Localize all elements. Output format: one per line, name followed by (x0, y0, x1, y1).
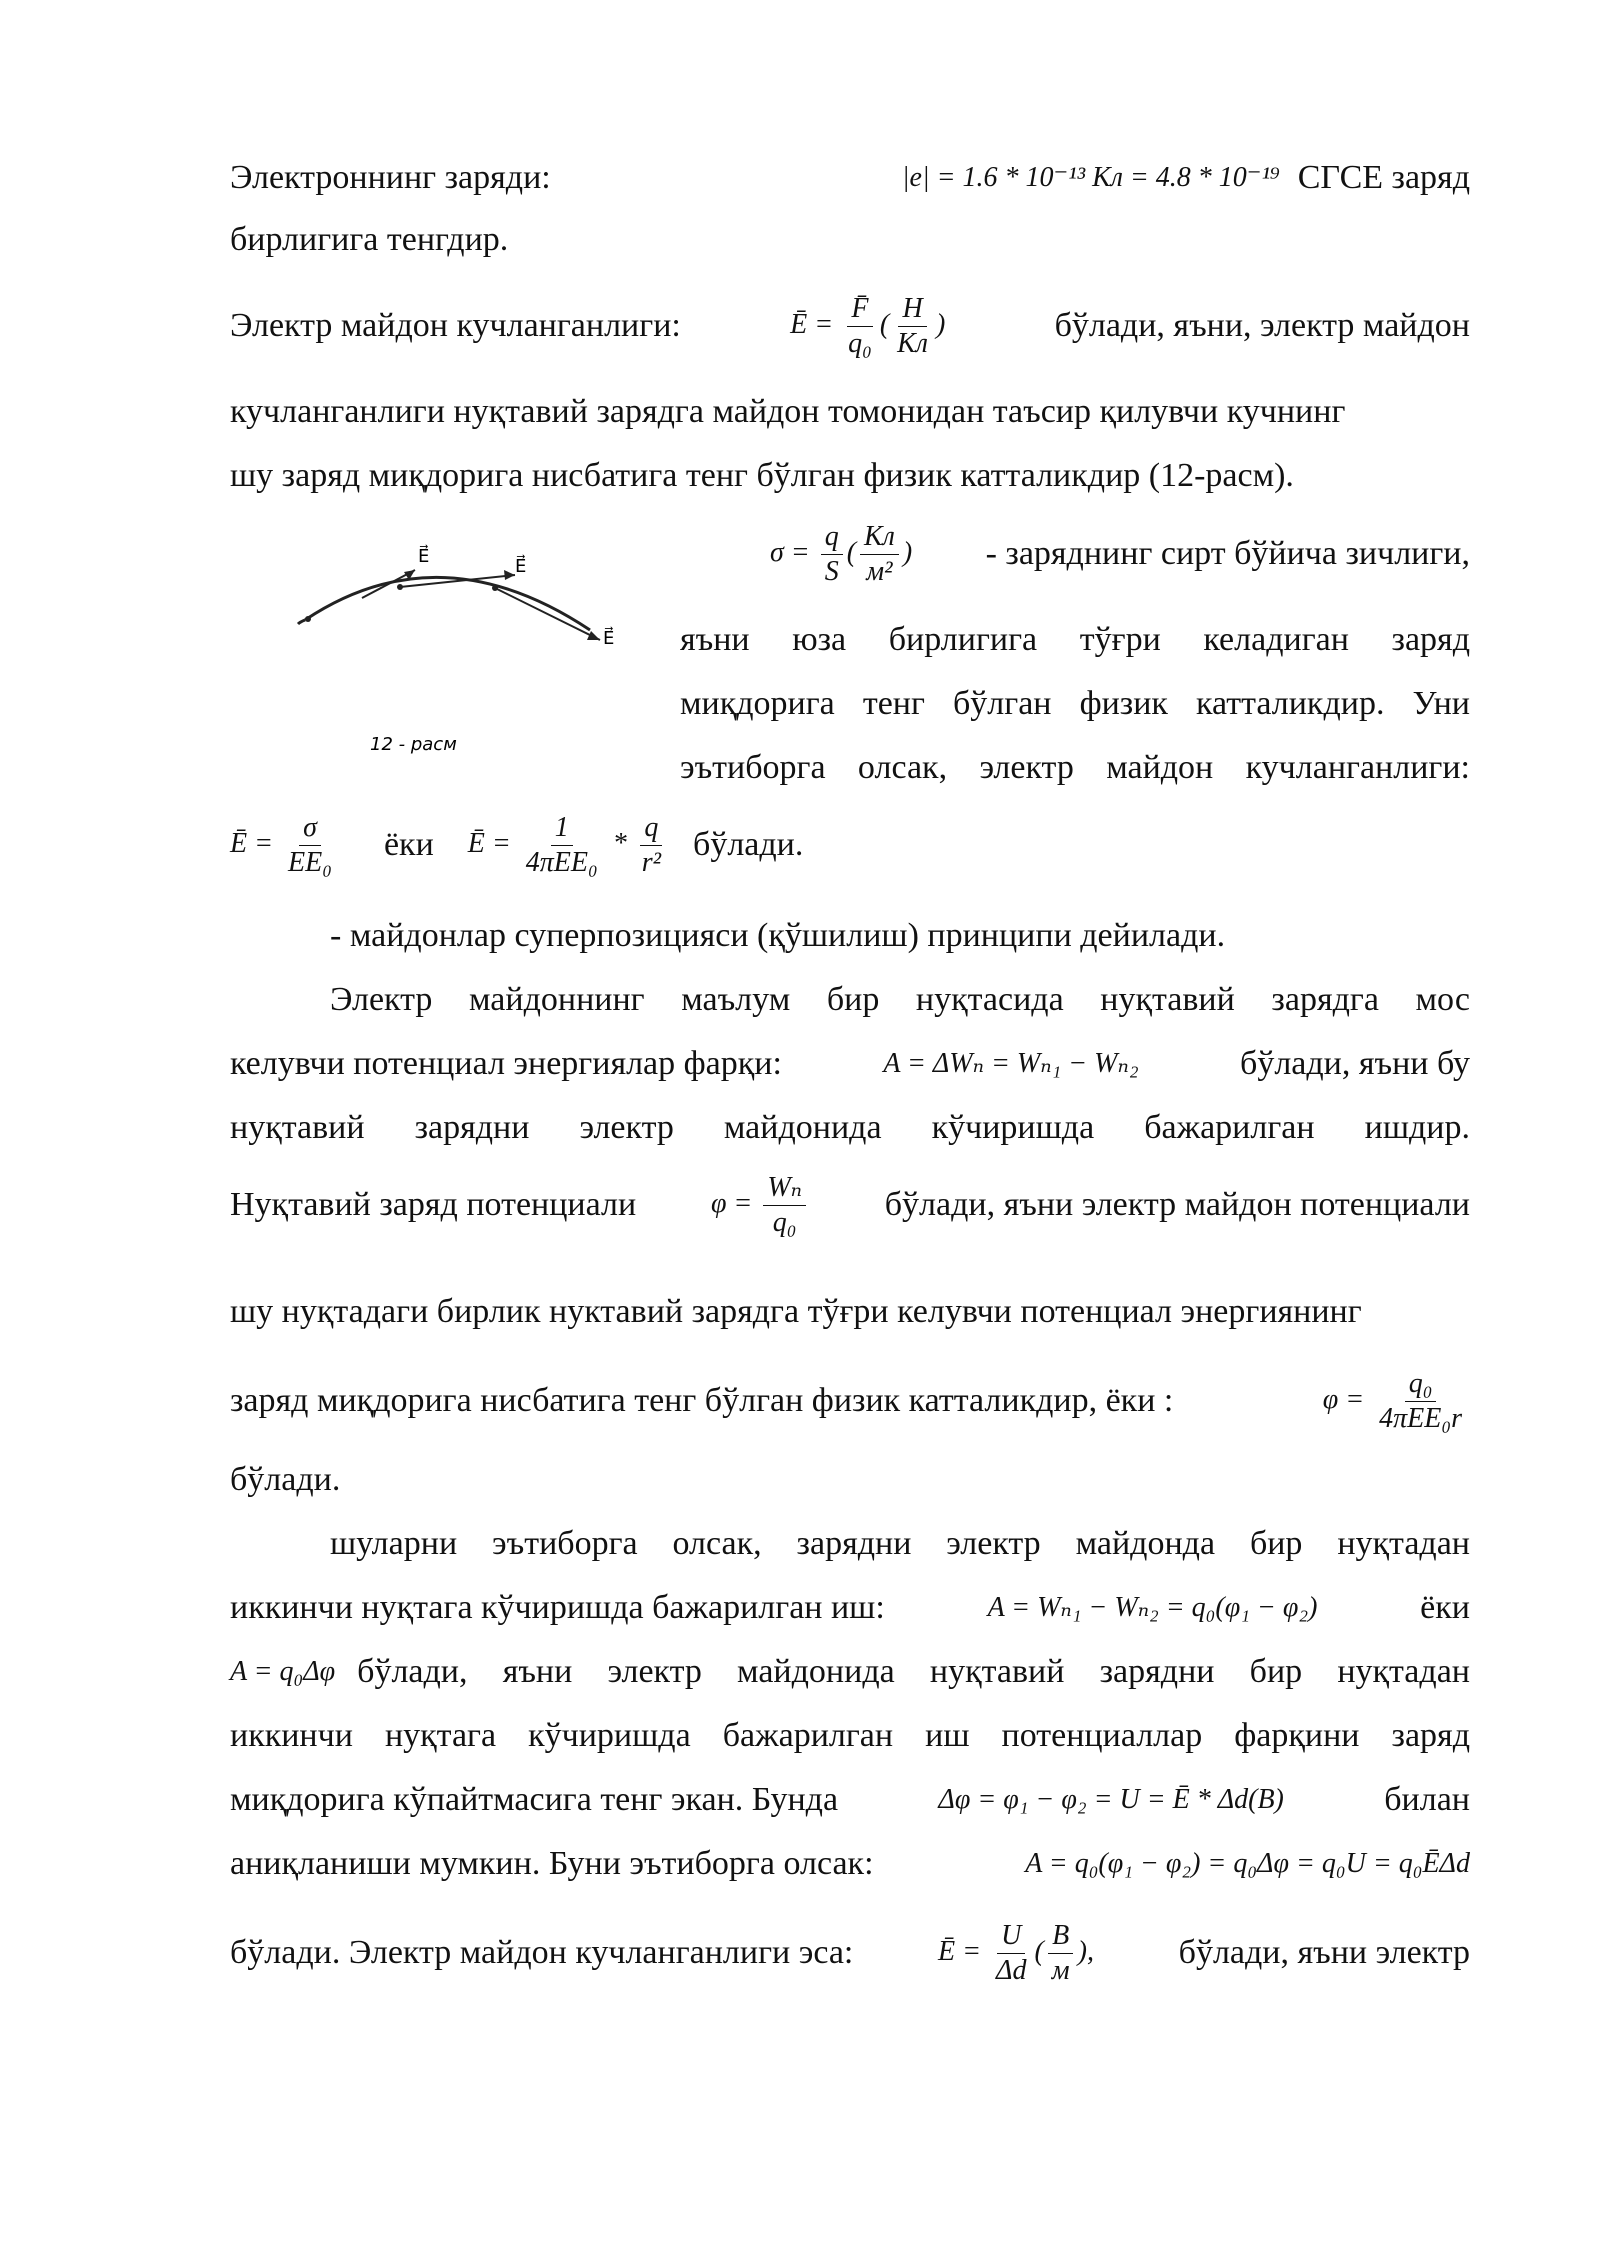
surface-density-line (770, 520, 1470, 587)
formula-lhs: σ = (770, 536, 810, 568)
paragraph-line: шу нуқтадаги бирлик нуктавий зарядга тўғри келувчи потенциал энергиянинг (230, 1293, 1362, 1330)
fraction (284, 813, 336, 878)
electron-charge-line (230, 156, 1470, 200)
formula-lhs: Ē = (790, 308, 834, 340)
potential-energy-line (230, 1042, 1470, 1086)
unit-fraction (893, 294, 932, 359)
fraction-denominator: Δd (996, 1954, 1027, 1986)
work-potential-difference-line (230, 1650, 1470, 1694)
formula-lhs: Ē = (467, 827, 511, 859)
paragraph-text: аниқланиши мумкин. Буни эътиборга олсак: (230, 1845, 874, 1882)
formula-lhs: φ = (1322, 1383, 1365, 1415)
fraction-numerator: U (997, 1921, 1025, 1954)
electron-charge-formula: |e| = 1.6 * 10⁻¹³ Кл = 4.8 * 10⁻¹⁹ (901, 162, 1280, 193)
paragraph-text: бўлади, яъни бу (1240, 1045, 1470, 1082)
unit-denominator: Кл (897, 327, 928, 359)
fraction (522, 813, 602, 878)
field-strength-sigma-formula (230, 813, 340, 878)
formula-lhs: Ē = (230, 827, 273, 859)
unit-denominator: м² (866, 555, 893, 587)
or-text: ёки (383, 826, 434, 863)
fraction-numerator: q (821, 522, 843, 555)
fraction (638, 813, 665, 878)
field-strength-definition-line (230, 292, 1470, 359)
paragraph-line: иккинчи нуқтага кўчиришда бажарилган иш потенциаллар фарқини заряд (230, 1717, 1470, 1754)
fraction-denominator: S (824, 555, 839, 587)
electron-charge-label: Электроннинг заряди: (230, 159, 551, 196)
paragraph-line: миқдорига тенг бўлган физик катталикдир. Уни (680, 685, 1470, 722)
paragraph-text: бўлади, яъни электр (1178, 1934, 1470, 1971)
field-strength-label: Электр майдон кучланганлиги: (230, 307, 681, 344)
sgse-unit-text: СГСЕ заряд (1297, 159, 1470, 196)
figure-12 (280, 540, 680, 790)
work-expansion-formula: A = q₀(φ₁ − φ₂) = q₀Δφ = q₀U = q₀ĒΔd (1025, 1848, 1470, 1879)
potential-definition-line (230, 1170, 1470, 1240)
multiply-sign: * (612, 827, 627, 859)
field-vector-arrow (495, 588, 600, 640)
paragraph-text: бўлади, яъни электр майдон потенциали (884, 1186, 1470, 1223)
fraction (1375, 1369, 1466, 1434)
paragraph-text: келувчи потенциал энергиялар фарқи: (230, 1045, 782, 1082)
work-delta-phi-formula: A = q₀Δφ (230, 1656, 336, 1687)
fraction-numerator: F̄ (847, 294, 872, 327)
field-strength-formulas-line (230, 810, 1470, 880)
unit-numerator: В (1048, 1921, 1073, 1954)
paragraph-text: - заряднинг сирт бўйича зичлиги, (985, 535, 1470, 572)
paragraph-line: бирлигига тенгдир. (230, 221, 509, 258)
potential-point-charge-line (230, 1366, 1470, 1436)
surface-density-formula: σ = $\frac{q}{S}$ ( $\frac{Кл}{\text{м²}}$ ) (770, 520, 913, 587)
paragraph-line: эътиборга олсак, электр майдон кучланганлиги: (680, 749, 1470, 786)
fraction-numerator: Wₙ (763, 1173, 806, 1206)
fraction-denominator: EE₀ (288, 846, 332, 878)
formula-lhs: φ = (710, 1187, 753, 1219)
fraction-denominator: q₀ (772, 1206, 797, 1238)
work-formula: A = Wₙ₁ − Wₙ₂ = q₀(φ₁ − φ₂) (987, 1592, 1318, 1623)
fraction-numerator: 1 (551, 813, 573, 846)
potential-formula (711, 1173, 810, 1238)
paragraph-text: бўлади, яъни электр майдонида нуқтавий зарядни бир нуқтадан (357, 1653, 1470, 1690)
unit-denominator: м (1051, 1954, 1070, 1986)
paragraph-text: заряд миқдорига нисбатига тенг бўлган физик катталикдир, ёки : (230, 1382, 1174, 1419)
unit-fraction (860, 522, 899, 587)
field-strength-voltage-line (230, 1918, 1470, 1988)
paragraph-line: - майдонлар суперпозицияси (қўшилиш) принципи дейилади. (330, 917, 1226, 954)
paragraph-text: ёки (1420, 1589, 1470, 1626)
paragraph-text: бўлади, яъни, электр майдон (1054, 307, 1470, 344)
formula-lhs: Ē = (938, 1935, 982, 1967)
unit-numerator: Н (898, 294, 926, 327)
fraction (821, 522, 843, 587)
paragraph-line: яъни юза бирлигига тўғри келадиган заряд (680, 621, 1470, 658)
fraction (763, 1173, 806, 1238)
paragraph-text: иккинчи нуқтага кўчиришда бажарилган иш: (230, 1589, 885, 1626)
potential-energy-formula: A = ΔWₙ = Wₙ₁ − Wₙ₂ (883, 1048, 1139, 1079)
paragraph-text: бўлади. Электр майдон кучланганлиги эса: (230, 1934, 854, 1971)
work-formula-line (230, 1586, 1470, 1630)
fraction (844, 294, 876, 359)
paragraph-text: бўлади. (693, 826, 804, 863)
paragraph-text: Нуқтавий заряд потенциали (230, 1186, 637, 1223)
paragraph-line: шу заряд миқдорига нисбатига тенг бўлган физик катталикдир (12-расм). (230, 457, 1294, 494)
point-marker (305, 616, 311, 622)
unit-numerator: Кл (860, 522, 899, 555)
fraction-denominator: 4πEE₀r (1379, 1402, 1462, 1434)
fraction-numerator: q (640, 813, 662, 846)
fraction-denominator: 4πEE₀ (525, 846, 598, 878)
work-expansion-line (230, 1842, 1470, 1886)
unit-fraction (1048, 1921, 1074, 1986)
fraction (992, 1921, 1030, 1986)
voltage-definition-line (230, 1778, 1470, 1822)
paragraph-line: шуларни эътиборга олсак, зарядни электр майдонда бир нуқтадан (330, 1525, 1470, 1562)
paragraph-text: билан (1384, 1781, 1470, 1818)
field-strength-voltage-formula: Ē = $\frac{U}{\Delta d}$ ( $\frac{В}{м}$ ), (938, 1919, 1094, 1986)
field-strength-formula: Ē = $\frac{F̄}{\text{q₀}}$ ( $\frac{Н}{Кл}$ ) (790, 292, 946, 359)
paragraph-line: Электр майдоннинг маълум бир нуқтасида нуқтавий зарядга мос (330, 981, 1470, 1018)
paragraph-line: бўлади. (230, 1461, 341, 1498)
fraction-numerator: σ (299, 813, 321, 846)
field-lines-diagram (280, 540, 680, 790)
figure-caption: 12 - расм (370, 734, 457, 755)
voltage-formula: Δφ = φ₁ − φ₂ = U = Ē * Δd(B) (938, 1784, 1284, 1815)
paragraph-line: кучланганлиги нуқтавий зарядга майдон томонидан таъсир қилувчи кучнинг (230, 393, 1346, 430)
coulomb-field-formula (468, 813, 669, 878)
vector-label: E⃗ (515, 556, 527, 577)
fraction-denominator: r² (641, 846, 662, 878)
paragraph-text: миқдорига кўпайтмасига тенг экан. Бунда (230, 1781, 839, 1818)
fraction-denominator: q₀ (848, 327, 872, 359)
point-charge-potential-formula (1323, 1369, 1470, 1434)
paragraph-line: нуқтавий зарядни электр майдонида кўчиришда бажарилган ишдир. (230, 1109, 1470, 1146)
vector-label: E⃗ (603, 628, 615, 649)
fraction-numerator: q₀ (1405, 1369, 1437, 1402)
vector-label: E⃗ (418, 546, 430, 567)
